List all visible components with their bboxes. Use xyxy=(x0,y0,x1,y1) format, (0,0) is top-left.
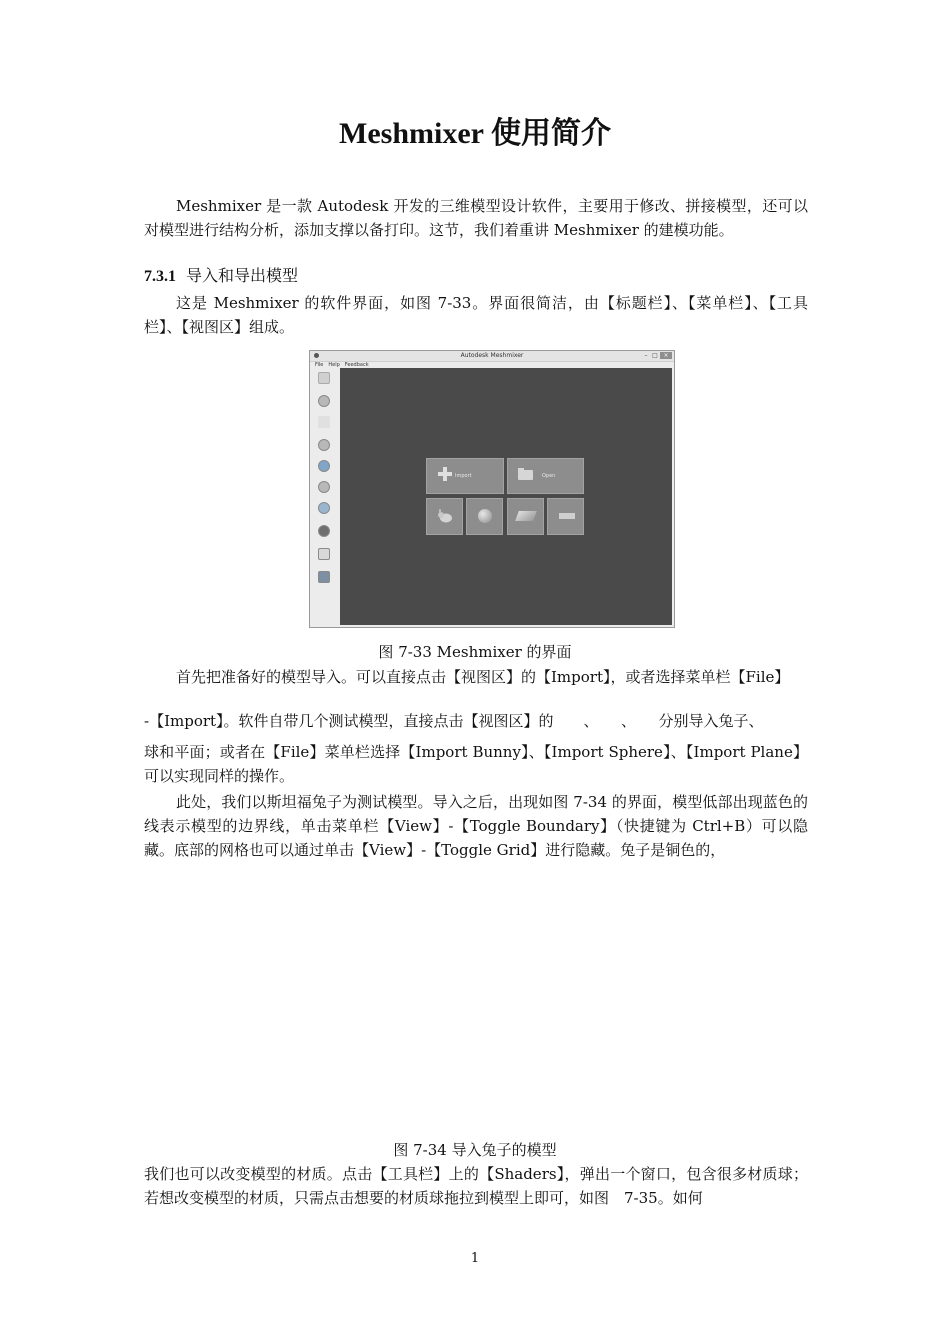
window-titlebar xyxy=(310,351,674,362)
window-controls xyxy=(641,352,672,359)
paragraph-interface: 这是 Meshmixer 的软件界面，如图 7-33。界面很简洁，由【标题栏】、【菜单栏】、【工具栏】、【视图区】组成。 xyxy=(144,294,808,336)
toolbar xyxy=(310,368,338,627)
meshmix-tool-icon[interactable] xyxy=(318,395,330,407)
stamp-tool-icon[interactable] xyxy=(318,460,330,472)
figure-caption-7-34: 图 7-34 导入兔子的模型 xyxy=(393,1141,557,1159)
maximize-icon[interactable]: □ xyxy=(652,352,658,359)
section-title: 导入和导出模型 xyxy=(186,266,299,285)
meshmixer-screenshot xyxy=(309,350,675,628)
import-bunny-button[interactable] xyxy=(426,498,463,535)
open-button-label: Open xyxy=(542,473,556,479)
paragraph-import-line3: 球和平面；或者在【File】菜单栏选择【Import Bunny】、【Import Sphere】、【Import Plane】可以实现同样的操作。 xyxy=(144,743,808,785)
menu-help[interactable]: Help xyxy=(328,362,340,368)
paragraph-import-line2: -【Import】。软件自带几个测试模型，直接点击【视图区】的 、 、 分别导入兔子、 xyxy=(144,712,764,730)
shaders-tool-icon[interactable] xyxy=(318,525,330,537)
page-number: 1 xyxy=(470,1251,480,1266)
sculpt-tool-icon[interactable] xyxy=(318,439,330,451)
import-misc-button[interactable] xyxy=(547,498,584,535)
import-button-label: Import xyxy=(455,473,472,479)
minimize-icon[interactable]: – xyxy=(644,352,648,359)
intro-paragraph: Meshmixer 是一款 Autodesk 开发的三维模型设计软件，主要用于修改、拼接模型，还可以对模型进行结构分析，添加支撑以备打印。这节，我们着重讲 Meshmixer 的建模功能。 xyxy=(144,197,808,239)
paragraph-import-line1: 首先把准备好的模型导入。可以直接点击【视图区】的【Import】，或者选择菜单栏【File】 xyxy=(176,668,790,686)
menu-feedback[interactable]: Feedback xyxy=(344,362,369,368)
viewport[interactable] xyxy=(340,368,672,625)
plane-icon xyxy=(515,511,537,521)
import-sphere-button[interactable] xyxy=(466,498,503,535)
print-tool-icon[interactable] xyxy=(318,571,330,583)
keyboard-icon xyxy=(559,513,575,519)
open-button[interactable] xyxy=(507,458,584,494)
plus-icon-vertical xyxy=(443,467,447,481)
import-plane-button[interactable] xyxy=(507,498,544,535)
window-title: Autodesk Meshmixer xyxy=(460,352,524,359)
close-icon[interactable]: × xyxy=(660,352,672,359)
bunny-icon xyxy=(437,509,453,523)
analysis-tool-icon[interactable] xyxy=(318,502,330,514)
export-tool-icon[interactable] xyxy=(318,548,330,560)
paragraph-shaders: 我们也可以改变模型的材质。点击【工具栏】上的【Shaders】，弹出一个窗口，包含很多材质球；若想改变模型的材质，只需点击想要的材质球拖拉到模型上即可，如图 7-35。如何 xyxy=(144,1165,808,1207)
section-heading xyxy=(144,263,298,286)
import-tool-icon[interactable] xyxy=(318,372,330,384)
sphere-icon xyxy=(478,509,492,523)
document-title: Meshmixer 使用简介 xyxy=(339,117,611,150)
edit-tool-icon[interactable] xyxy=(318,481,330,493)
import-button[interactable] xyxy=(426,458,504,494)
figure-caption-7-33: 图 7-33 Meshmixer 的界面 xyxy=(378,643,572,661)
section-number: 7.3.1 xyxy=(144,268,176,285)
paragraph-bunny: 此处，我们以斯坦福兔子为测试模型。导入之后，出现如图 7-34 的界面，模型低部出现蓝色的线表示模型的边界线，单击菜单栏【View】-【Toggle Boundary】（快捷键为 Ctrl+B）可以隐藏。底部的网格也可以通过单击【View】-【Toggle Grid】进行隐藏。兔子是铜色的， xyxy=(144,793,808,859)
menu-file[interactable]: File xyxy=(315,362,324,368)
folder-icon xyxy=(518,470,533,480)
select-tool-icon[interactable] xyxy=(318,416,330,428)
